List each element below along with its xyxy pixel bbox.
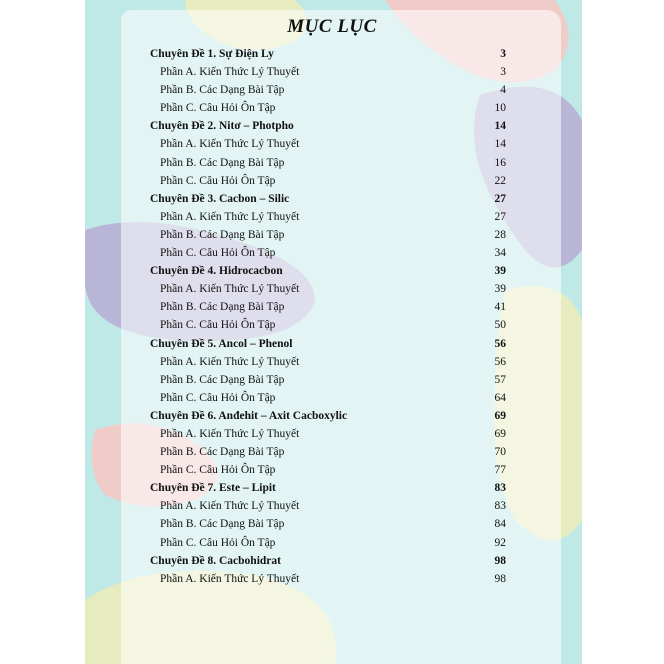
toc-page-number: 56: [494, 337, 506, 350]
toc-part-row: [150, 63, 506, 81]
toc-entry-label: Phần C. Câu Hỏi Ôn Tập: [160, 247, 276, 260]
toc-part-row: [150, 353, 506, 371]
toc-page-number: 3: [500, 66, 506, 79]
toc-page-number: 98: [494, 572, 506, 585]
toc-entry-label: Phần A. Kiến Thức Lý Thuyết: [160, 572, 300, 585]
toc-entry-label: Phần A. Kiến Thức Lý Thuyết: [160, 427, 300, 440]
toc-page-number: 10: [494, 102, 506, 115]
toc-chapter-row: [150, 335, 506, 353]
toc-part-row: [150, 135, 506, 153]
toc-part-row: [150, 443, 506, 461]
toc-entry-label: Chuyên Đề 1. Sự Điện Ly: [150, 48, 274, 60]
toc-entry-label: Phần B. Các Dạng Bài Tập: [160, 518, 285, 531]
toc-entry-label: Phần C. Câu Hỏi Ôn Tập: [160, 536, 276, 549]
toc-entry-label: Phần B. Các Dạng Bài Tập: [160, 301, 285, 314]
toc-page-number: 41: [494, 301, 506, 314]
toc-entry-label: Chuyên Đề 4. Hidrocacbon: [150, 265, 283, 278]
toc-part-row: [150, 570, 506, 588]
toc-page-number: 98: [494, 554, 506, 567]
toc-page-number: 84: [494, 518, 506, 531]
toc-part-row: [150, 154, 506, 172]
toc-part-row: [150, 280, 506, 298]
toc-page-number: 28: [494, 228, 506, 241]
toc-page-number: 39: [494, 265, 506, 278]
toc-part-row: [150, 389, 506, 407]
toc-entry-label: Phần B. Các Dạng Bài Tập: [160, 156, 285, 169]
toc-entry-label: Phần A. Kiến Thức Lý Thuyết: [160, 355, 300, 368]
toc-part-row: [150, 298, 506, 316]
toc-chapter-row: [150, 407, 506, 425]
toc-entry-label: Chuyên Đề 6. Anđehit – Axit Cacboxylic: [150, 409, 348, 422]
toc-page-number: 22: [494, 174, 506, 187]
toc-part-row: [150, 497, 506, 515]
toc-page-number: 57: [494, 373, 506, 386]
toc-page-number: 3: [500, 48, 506, 60]
toc-page-number: 77: [494, 464, 506, 477]
toc-page-number: 70: [494, 446, 506, 459]
toc-entry-label: Phần A. Kiến Thức Lý Thuyết: [160, 283, 300, 296]
toc-chapter-row: [150, 117, 506, 135]
toc-entry-label: Phần C. Câu Hỏi Ôn Tập: [160, 391, 276, 404]
toc-entry-label: Phần B. Các Dạng Bài Tập: [160, 84, 285, 97]
toc-page-number: 39: [494, 283, 506, 296]
toc-page-number: 92: [494, 536, 506, 549]
toc-page-number: 69: [494, 427, 506, 440]
toc-entry-label: Phần A. Kiến Thức Lý Thuyết: [160, 210, 300, 223]
toc-entry-label: Phần C. Câu Hỏi Ôn Tập: [160, 464, 276, 477]
toc-part-row: [150, 226, 506, 244]
toc-page-number: 64: [494, 391, 506, 404]
toc-page-number: 27: [494, 210, 506, 223]
toc-page-number: 69: [494, 409, 506, 422]
table-of-contents: [150, 45, 506, 588]
toc-part-row: [150, 515, 506, 533]
toc-entry-label: Phần A. Kiến Thức Lý Thuyết: [160, 500, 300, 513]
toc-part-row: [150, 316, 506, 334]
toc-page-number: 27: [494, 192, 506, 205]
toc-part-row: [150, 371, 506, 389]
toc-page-number: 16: [494, 156, 506, 169]
toc-part-row: [150, 81, 506, 99]
toc-part-row: [150, 244, 506, 262]
toc-page-number: 4: [500, 84, 506, 97]
toc-chapter-row: [150, 479, 506, 497]
toc-chapter-row: [150, 552, 506, 570]
toc-chapter-row: [150, 262, 506, 280]
toc-entry-label: Chuyên Đề 5. Ancol – Phenol: [150, 337, 293, 350]
toc-page-number: 14: [494, 138, 506, 151]
toc-entry-label: Phần C. Câu Hỏi Ôn Tập: [160, 102, 276, 115]
toc-page-number: 14: [494, 120, 506, 133]
toc-entry-label: Chuyên Đề 8. Cacbohidrat: [150, 554, 281, 567]
toc-entry-label: Phần B. Các Dạng Bài Tập: [160, 373, 285, 386]
toc-page-number: 34: [494, 247, 506, 260]
toc-page-number: 83: [494, 500, 506, 513]
toc-entry-label: Phần B. Các Dạng Bài Tập: [160, 228, 285, 241]
toc-part-row: [150, 534, 506, 552]
toc-entry-label: Phần A. Kiến Thức Lý Thuyết: [160, 66, 300, 79]
toc-entry-label: Phần B. Các Dạng Bài Tập: [160, 446, 285, 459]
page-title: MỤC LỤC: [287, 16, 377, 37]
toc-page-number: 83: [494, 482, 506, 495]
toc-entry-label: Phần C. Câu Hỏi Ôn Tập: [160, 174, 276, 187]
toc-part-row: [150, 99, 506, 117]
toc-entry-label: Chuyên Đề 7. Este – Lipit: [150, 482, 276, 495]
toc-part-row: [150, 461, 506, 479]
toc-entry-label: Phần A. Kiến Thức Lý Thuyết: [160, 138, 300, 151]
toc-page-number: 56: [494, 355, 506, 368]
toc-chapter-row: [150, 190, 506, 208]
toc-page-number: 50: [494, 319, 506, 332]
toc-entry-label: Chuyên Đề 2. Nitơ – Photpho: [150, 120, 294, 133]
toc-part-row: [150, 172, 506, 190]
toc-entry-label: Chuyên Đề 3. Cacbon – Silic: [150, 192, 290, 205]
toc-part-row: [150, 425, 506, 443]
toc-part-row: [150, 208, 506, 226]
toc-entry-label: Phần C. Câu Hỏi Ôn Tập: [160, 319, 276, 332]
toc-chapter-row: [150, 45, 506, 63]
